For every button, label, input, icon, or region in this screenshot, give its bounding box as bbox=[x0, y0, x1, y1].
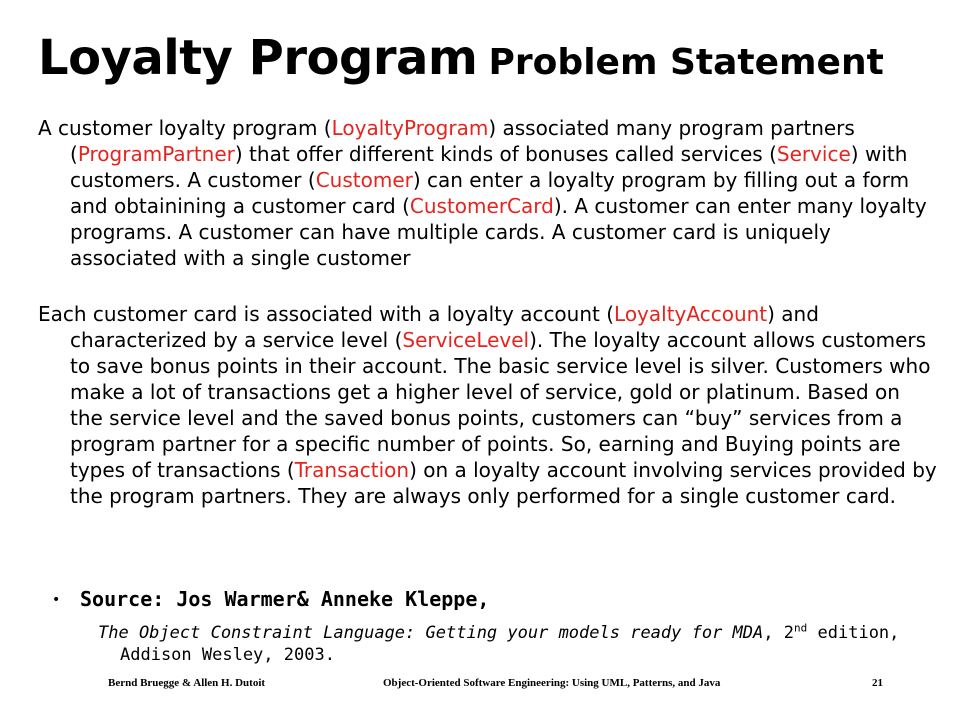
reference-comma: , bbox=[763, 623, 774, 643]
class-name-program-partner: ProgramPartner bbox=[77, 142, 235, 166]
footer-book-title: Object-Oriented Software Engineering: Using UML, Patterns, and Java bbox=[383, 677, 721, 689]
slide-title-main: Loyalty Program bbox=[38, 30, 478, 86]
footer-authors: Bernd Bruegge & Allen H. Dutoit bbox=[108, 677, 266, 689]
reference-edition-number: 2 bbox=[783, 623, 795, 643]
source-reference bbox=[98, 622, 928, 666]
class-name-transaction: Transaction bbox=[294, 458, 410, 482]
text-segment: ) on a loyalty account involving services provided by the program partners. They are always only performed for a single customer card. bbox=[70, 458, 937, 508]
reference-publisher: edition, Addison Wesley, 2003. bbox=[120, 623, 900, 665]
source-label: Source: Jos Warmer& Anneke Kleppe, bbox=[80, 587, 490, 611]
class-name-customer: Customer bbox=[315, 168, 413, 192]
class-name-service-level: ServiceLevel bbox=[402, 328, 530, 352]
reference-title: The Object Constraint Language: Getting your models ready for MDA bbox=[98, 623, 764, 643]
text-segment: ). A customer can enter many loyalty programs. A customer can have multiple cards. A customer card is uniquely associated with a single customer bbox=[70, 194, 927, 270]
text-segment: ) with customers. A customer ( bbox=[70, 142, 908, 192]
problem-paragraph-1 bbox=[38, 115, 938, 271]
text-segment: ) that offer different kinds of bonuses called services ( bbox=[234, 142, 777, 166]
text-segment: A customer loyalty program ( bbox=[38, 116, 332, 140]
class-name-customer-card: CustomerCard bbox=[409, 194, 554, 218]
slide-title-sub: Problem Statement bbox=[488, 42, 884, 83]
problem-paragraph-2 bbox=[38, 301, 938, 509]
footer-page-number: 21 bbox=[872, 677, 883, 689]
source-bullet bbox=[52, 584, 942, 615]
class-name-loyalty-program: LoyaltyProgram bbox=[331, 116, 489, 140]
slide-title bbox=[38, 30, 884, 86]
class-name-service: Service bbox=[776, 142, 851, 166]
bullet-icon: • bbox=[52, 592, 61, 608]
text-segment: ) can enter a loyalty program by filling out a form and obtainining a customer card ( bbox=[70, 168, 910, 218]
text-segment: ) associated many program partners ( bbox=[70, 116, 855, 166]
text-segment: Each customer card is associated with a loyalty account ( bbox=[38, 302, 615, 326]
text-segment: ). The loyalty account allows customers to save bonus points in their account. The basic service level is silver. Customers who make a lot of transactions get a higher level of service, gold or platinum. Based on the service level and the saved bonus points, customers can “buy” services from a program partner for a specific number of points. So, earning and Buying points are types of transactions ( bbox=[70, 328, 931, 482]
class-name-loyalty-account: LoyaltyAccount bbox=[614, 302, 768, 326]
reference-edition-suffix: nd bbox=[794, 621, 808, 635]
text-segment: ) and characterized by a service level ( bbox=[70, 302, 819, 352]
